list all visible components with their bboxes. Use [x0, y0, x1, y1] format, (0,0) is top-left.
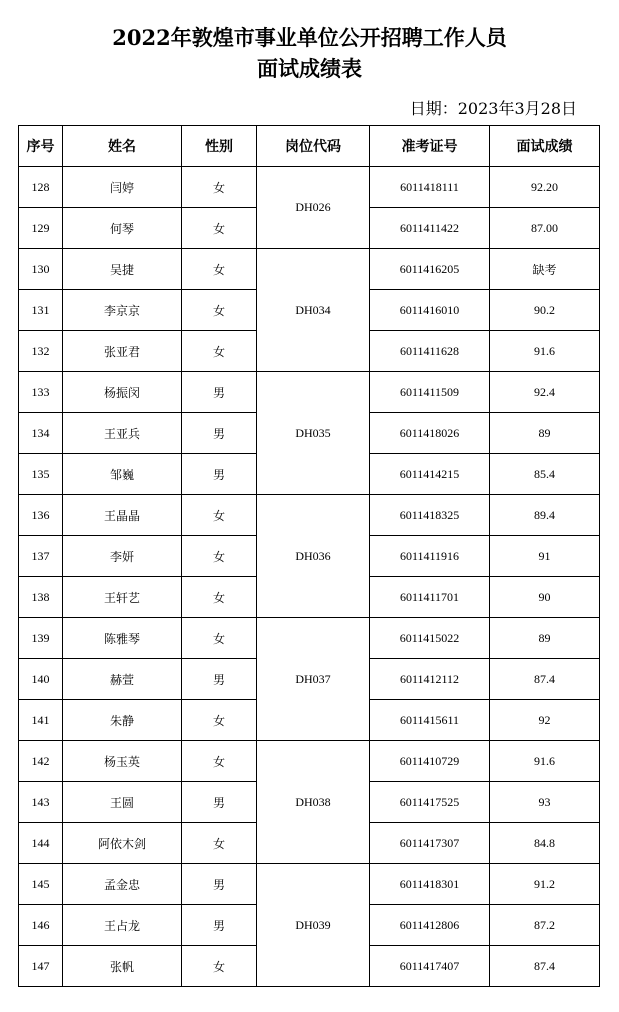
cell-no: 128: [19, 167, 63, 208]
document-title: 2022年敦煌市事业单位公开招聘工作人员: [112, 25, 507, 50]
cell-gender: 男: [182, 413, 257, 454]
cell-score: 90: [490, 577, 600, 618]
cell-exam-id: 6011411916: [370, 536, 490, 577]
cell-name: 何琴: [63, 208, 182, 249]
cell-no: 142: [19, 741, 63, 782]
cell-no: 144: [19, 823, 63, 864]
table-row: [19, 167, 600, 208]
cell-name: 邹巍: [63, 454, 182, 495]
cell-gender: 男: [182, 372, 257, 413]
cell-gender: 女: [182, 495, 257, 536]
header-score: 面试成绩: [490, 126, 600, 167]
cell-gender: 女: [182, 823, 257, 864]
cell-score: 87.4: [490, 946, 600, 987]
cell-gender: 女: [182, 536, 257, 577]
cell-no: 138: [19, 577, 63, 618]
cell-gender: 女: [182, 167, 257, 208]
cell-name: 杨振闵: [63, 372, 182, 413]
cell-exam-id: 6011412112: [370, 659, 490, 700]
cell-no: 135: [19, 454, 63, 495]
cell-exam-id: 6011418301: [370, 864, 490, 905]
cell-position-code: DH038: [257, 741, 370, 864]
cell-no: 146: [19, 905, 63, 946]
cell-name: 张亚君: [63, 331, 182, 372]
cell-no: 145: [19, 864, 63, 905]
header-no: 序号: [19, 126, 63, 167]
table-row: [19, 249, 600, 290]
header-name: 姓名: [63, 126, 182, 167]
cell-score: 89: [490, 413, 600, 454]
cell-no: 140: [19, 659, 63, 700]
cell-score: 89: [490, 618, 600, 659]
table-row: [19, 864, 600, 905]
document-subtitle: 面试成绩表: [257, 56, 362, 81]
cell-name: 吴捷: [63, 249, 182, 290]
cell-exam-id: 6011415611: [370, 700, 490, 741]
cell-score: 缺考: [490, 249, 600, 290]
cell-no: 131: [19, 290, 63, 331]
cell-gender: 男: [182, 864, 257, 905]
cell-gender: 女: [182, 331, 257, 372]
table-row: [19, 372, 600, 413]
cell-name: 李妍: [63, 536, 182, 577]
cell-no: 133: [19, 372, 63, 413]
cell-exam-id: 6011416205: [370, 249, 490, 290]
cell-position-code: DH039: [257, 864, 370, 987]
cell-name: 王圆: [63, 782, 182, 823]
cell-name: 王轩艺: [63, 577, 182, 618]
cell-no: 143: [19, 782, 63, 823]
cell-gender: 女: [182, 618, 257, 659]
cell-score: 91.2: [490, 864, 600, 905]
cell-exam-id: 6011411701: [370, 577, 490, 618]
cell-position-code: DH036: [257, 495, 370, 618]
cell-score: 89.4: [490, 495, 600, 536]
cell-name: 王亚兵: [63, 413, 182, 454]
cell-no: 136: [19, 495, 63, 536]
cell-position-code: DH034: [257, 249, 370, 372]
cell-score: 87.2: [490, 905, 600, 946]
cell-exam-id: 6011418026: [370, 413, 490, 454]
table-row: [19, 495, 600, 536]
cell-gender: 男: [182, 659, 257, 700]
header-exam-id: 准考证号: [370, 126, 490, 167]
cell-gender: 女: [182, 741, 257, 782]
score-table: [18, 125, 600, 987]
cell-gender: 男: [182, 454, 257, 495]
cell-name: 赫萱: [63, 659, 182, 700]
cell-name: 孟金忠: [63, 864, 182, 905]
cell-name: 张帆: [63, 946, 182, 987]
cell-no: 139: [19, 618, 63, 659]
cell-name: 李京京: [63, 290, 182, 331]
cell-position-code: DH037: [257, 618, 370, 741]
cell-score: 92.20: [490, 167, 600, 208]
cell-gender: 女: [182, 208, 257, 249]
date-label: 日期：2023年3月28日: [409, 99, 577, 118]
cell-score: 91.6: [490, 741, 600, 782]
cell-gender: 女: [182, 249, 257, 290]
cell-gender: 女: [182, 577, 257, 618]
cell-exam-id: 6011411422: [370, 208, 490, 249]
cell-no: 137: [19, 536, 63, 577]
table-row: [19, 741, 600, 782]
cell-gender: 男: [182, 782, 257, 823]
cell-no: 147: [19, 946, 63, 987]
cell-no: 134: [19, 413, 63, 454]
cell-exam-id: 6011415022: [370, 618, 490, 659]
cell-exam-id: 6011410729: [370, 741, 490, 782]
cell-gender: 女: [182, 946, 257, 987]
cell-exam-id: 6011416010: [370, 290, 490, 331]
cell-exam-id: 6011414215: [370, 454, 490, 495]
cell-score: 93: [490, 782, 600, 823]
header-gender: 性别: [182, 126, 257, 167]
cell-name: 阿依木剑: [63, 823, 182, 864]
cell-score: 91.6: [490, 331, 600, 372]
cell-exam-id: 6011417525: [370, 782, 490, 823]
cell-exam-id: 6011418111: [370, 167, 490, 208]
cell-name: 杨玉英: [63, 741, 182, 782]
cell-position-code: DH035: [257, 372, 370, 495]
cell-exam-id: 6011417407: [370, 946, 490, 987]
cell-name: 陈雅琴: [63, 618, 182, 659]
cell-score: 85.4: [490, 454, 600, 495]
cell-exam-id: 6011417307: [370, 823, 490, 864]
cell-score: 87.4: [490, 659, 600, 700]
cell-no: 132: [19, 331, 63, 372]
cell-exam-id: 6011412806: [370, 905, 490, 946]
cell-no: 141: [19, 700, 63, 741]
header-code: 岗位代码: [257, 126, 370, 167]
cell-name: 王晶晶: [63, 495, 182, 536]
cell-exam-id: 6011411509: [370, 372, 490, 413]
cell-score: 92: [490, 700, 600, 741]
cell-name: 王占龙: [63, 905, 182, 946]
cell-no: 129: [19, 208, 63, 249]
table-row: [19, 618, 600, 659]
cell-score: 91: [490, 536, 600, 577]
header-row: [19, 126, 600, 167]
cell-no: 130: [19, 249, 63, 290]
cell-position-code: DH026: [257, 167, 370, 249]
cell-gender: 男: [182, 905, 257, 946]
cell-score: 90.2: [490, 290, 600, 331]
cell-gender: 女: [182, 700, 257, 741]
cell-name: 朱静: [63, 700, 182, 741]
cell-gender: 女: [182, 290, 257, 331]
cell-name: 闫婷: [63, 167, 182, 208]
cell-score: 87.00: [490, 208, 600, 249]
cell-exam-id: 6011418325: [370, 495, 490, 536]
cell-exam-id: 6011411628: [370, 331, 490, 372]
cell-score: 92.4: [490, 372, 600, 413]
cell-score: 84.8: [490, 823, 600, 864]
